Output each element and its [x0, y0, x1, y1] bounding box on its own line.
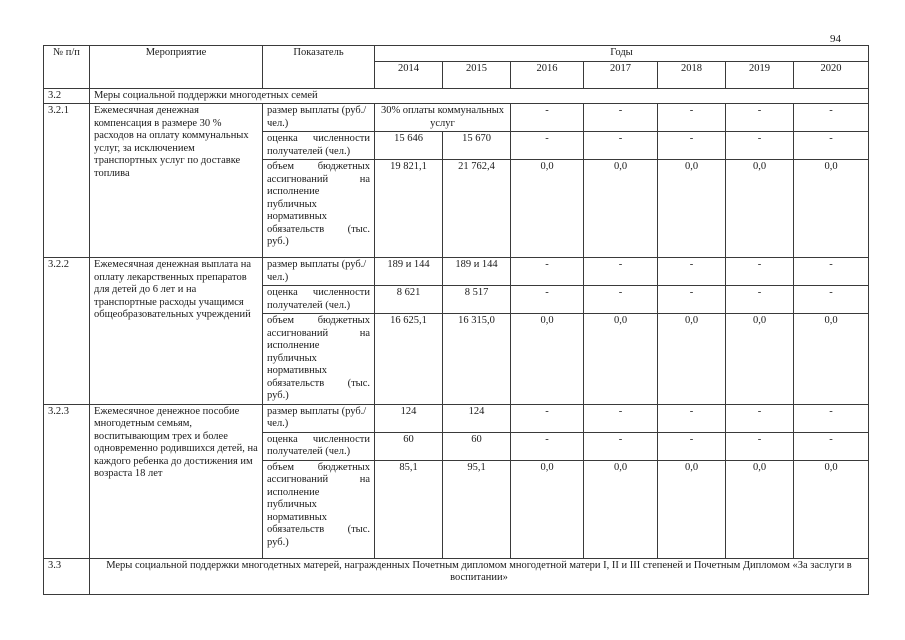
- item-value: -: [726, 104, 794, 132]
- item-value: 8 517: [443, 286, 511, 314]
- item-value: 0,0: [726, 160, 794, 258]
- item-value: 60: [375, 432, 443, 460]
- table-row: [44, 258, 869, 286]
- section-row: [44, 558, 869, 594]
- measures-table: [43, 45, 869, 595]
- item-merged-value: 30% оплаты коммунальных услуг: [375, 104, 511, 132]
- item-value: -: [511, 432, 584, 460]
- item-value: -: [511, 104, 584, 132]
- table-row: [44, 104, 869, 132]
- item-indicator: размер выплаты (руб./ чел.): [263, 404, 375, 432]
- item-value: 0,0: [658, 314, 726, 405]
- item-value: -: [794, 286, 869, 314]
- item-value: -: [794, 404, 869, 432]
- item-indicator: объем бюджетных ассигнований на исполнение публичных нормативных обязательств (тыс. руб.): [263, 160, 375, 258]
- item-indicator: оценка численности получателей (чел.): [263, 286, 375, 314]
- header-num: № п/п: [44, 46, 90, 89]
- header-event: Мероприятие: [90, 46, 263, 89]
- item-value: -: [726, 404, 794, 432]
- header-year: 2018: [658, 61, 726, 88]
- item-value: 0,0: [511, 160, 584, 258]
- item-value: 0,0: [584, 314, 658, 405]
- item-value: 189 и 144: [443, 258, 511, 286]
- header-year: 2019: [726, 61, 794, 88]
- item-value: 16 625,1: [375, 314, 443, 405]
- item-indicator: размер выплаты (руб./ чел.): [263, 258, 375, 286]
- item-value: 0,0: [794, 460, 869, 558]
- item-value: -: [726, 432, 794, 460]
- item-value: 0,0: [584, 160, 658, 258]
- item-indicator: оценка численности получателей (чел.): [263, 132, 375, 160]
- header-years: Годы: [375, 46, 869, 62]
- item-value: -: [726, 132, 794, 160]
- section-title: Меры социальной поддержки многодетных матерей, награжденных Почетным дипломом многодетной матери I, II и III степеней и Почетным Дипломом «За заслуги в воспитании»: [90, 558, 869, 594]
- item-value: 19 821,1: [375, 160, 443, 258]
- item-indicator: объем бюджетных ассигнований на исполнение публичных нормативных обязательств (тыс. руб.): [263, 460, 375, 558]
- item-value: 0,0: [658, 160, 726, 258]
- item-indicator: оценка численности получателей (чел.): [263, 432, 375, 460]
- item-value: 15 646: [375, 132, 443, 160]
- item-value: 124: [443, 404, 511, 432]
- item-value: -: [511, 258, 584, 286]
- item-value: -: [794, 104, 869, 132]
- item-value: -: [658, 104, 726, 132]
- item-indicator: объем бюджетных ассигнований на исполнение публичных нормативных обязательств (тыс. руб.): [263, 314, 375, 405]
- item-value: -: [584, 258, 658, 286]
- page-number: 94: [830, 33, 841, 45]
- item-value: 189 и 144: [375, 258, 443, 286]
- item-value: 0,0: [794, 160, 869, 258]
- section-num: 3.2: [44, 88, 90, 104]
- item-num: 3.2.2: [44, 258, 90, 405]
- item-value: -: [658, 132, 726, 160]
- item-value: -: [511, 132, 584, 160]
- item-value: 15 670: [443, 132, 511, 160]
- section-num: 3.3: [44, 558, 90, 594]
- item-value: 0,0: [511, 314, 584, 405]
- item-value: -: [584, 286, 658, 314]
- item-value: 16 315,0: [443, 314, 511, 405]
- item-value: 85,1: [375, 460, 443, 558]
- item-value: -: [511, 404, 584, 432]
- item-value: -: [658, 404, 726, 432]
- item-value: 0,0: [511, 460, 584, 558]
- item-value: -: [794, 258, 869, 286]
- header-year: 2017: [584, 61, 658, 88]
- section-title: Меры социальной поддержки многодетных семей: [90, 88, 869, 104]
- item-value: -: [511, 286, 584, 314]
- section-row: [44, 88, 869, 104]
- item-value: -: [584, 104, 658, 132]
- item-num: 3.2.1: [44, 104, 90, 258]
- table-row: [44, 404, 869, 432]
- item-value: -: [658, 432, 726, 460]
- item-value: 124: [375, 404, 443, 432]
- item-value: -: [584, 132, 658, 160]
- item-value: 0,0: [658, 460, 726, 558]
- header-indicator: Показатель: [263, 46, 375, 89]
- item-value: 60: [443, 432, 511, 460]
- item-value: 0,0: [726, 460, 794, 558]
- header-year: 2020: [794, 61, 869, 88]
- item-value: -: [794, 132, 869, 160]
- item-indicator: размер выплаты (руб./ чел.): [263, 104, 375, 132]
- item-value: -: [794, 432, 869, 460]
- item-value: 95,1: [443, 460, 511, 558]
- item-value: 8 621: [375, 286, 443, 314]
- item-value: -: [584, 432, 658, 460]
- item-num: 3.2.3: [44, 404, 90, 558]
- item-event: Ежемесячное денежное пособие многодетным семьям, воспитывающим трех и более одновременно родившихся детей, на каждого ребенка до достижения им возраста 18 лет: [90, 404, 263, 558]
- item-value: -: [726, 286, 794, 314]
- item-value: 21 762,4: [443, 160, 511, 258]
- item-value: 0,0: [584, 460, 658, 558]
- item-value: 0,0: [726, 314, 794, 405]
- item-value: -: [658, 258, 726, 286]
- item-value: -: [584, 404, 658, 432]
- item-event: Ежемесячная денежная компенсация в размере 30 % расходов на оплату коммунальных услуг, за исключением транспортных услуг по доставке топлива: [90, 104, 263, 258]
- item-value: -: [726, 258, 794, 286]
- item-value: -: [658, 286, 726, 314]
- header-year: 2014: [375, 61, 443, 88]
- header-year: 2016: [511, 61, 584, 88]
- item-value: 0,0: [794, 314, 869, 405]
- item-event: Ежемесячная денежная выплата на оплату лекарственных препаратов для детей до 6 лет и на транспортные расходы учащимся общеобразовательных учреждений: [90, 258, 263, 405]
- header-year: 2015: [443, 61, 511, 88]
